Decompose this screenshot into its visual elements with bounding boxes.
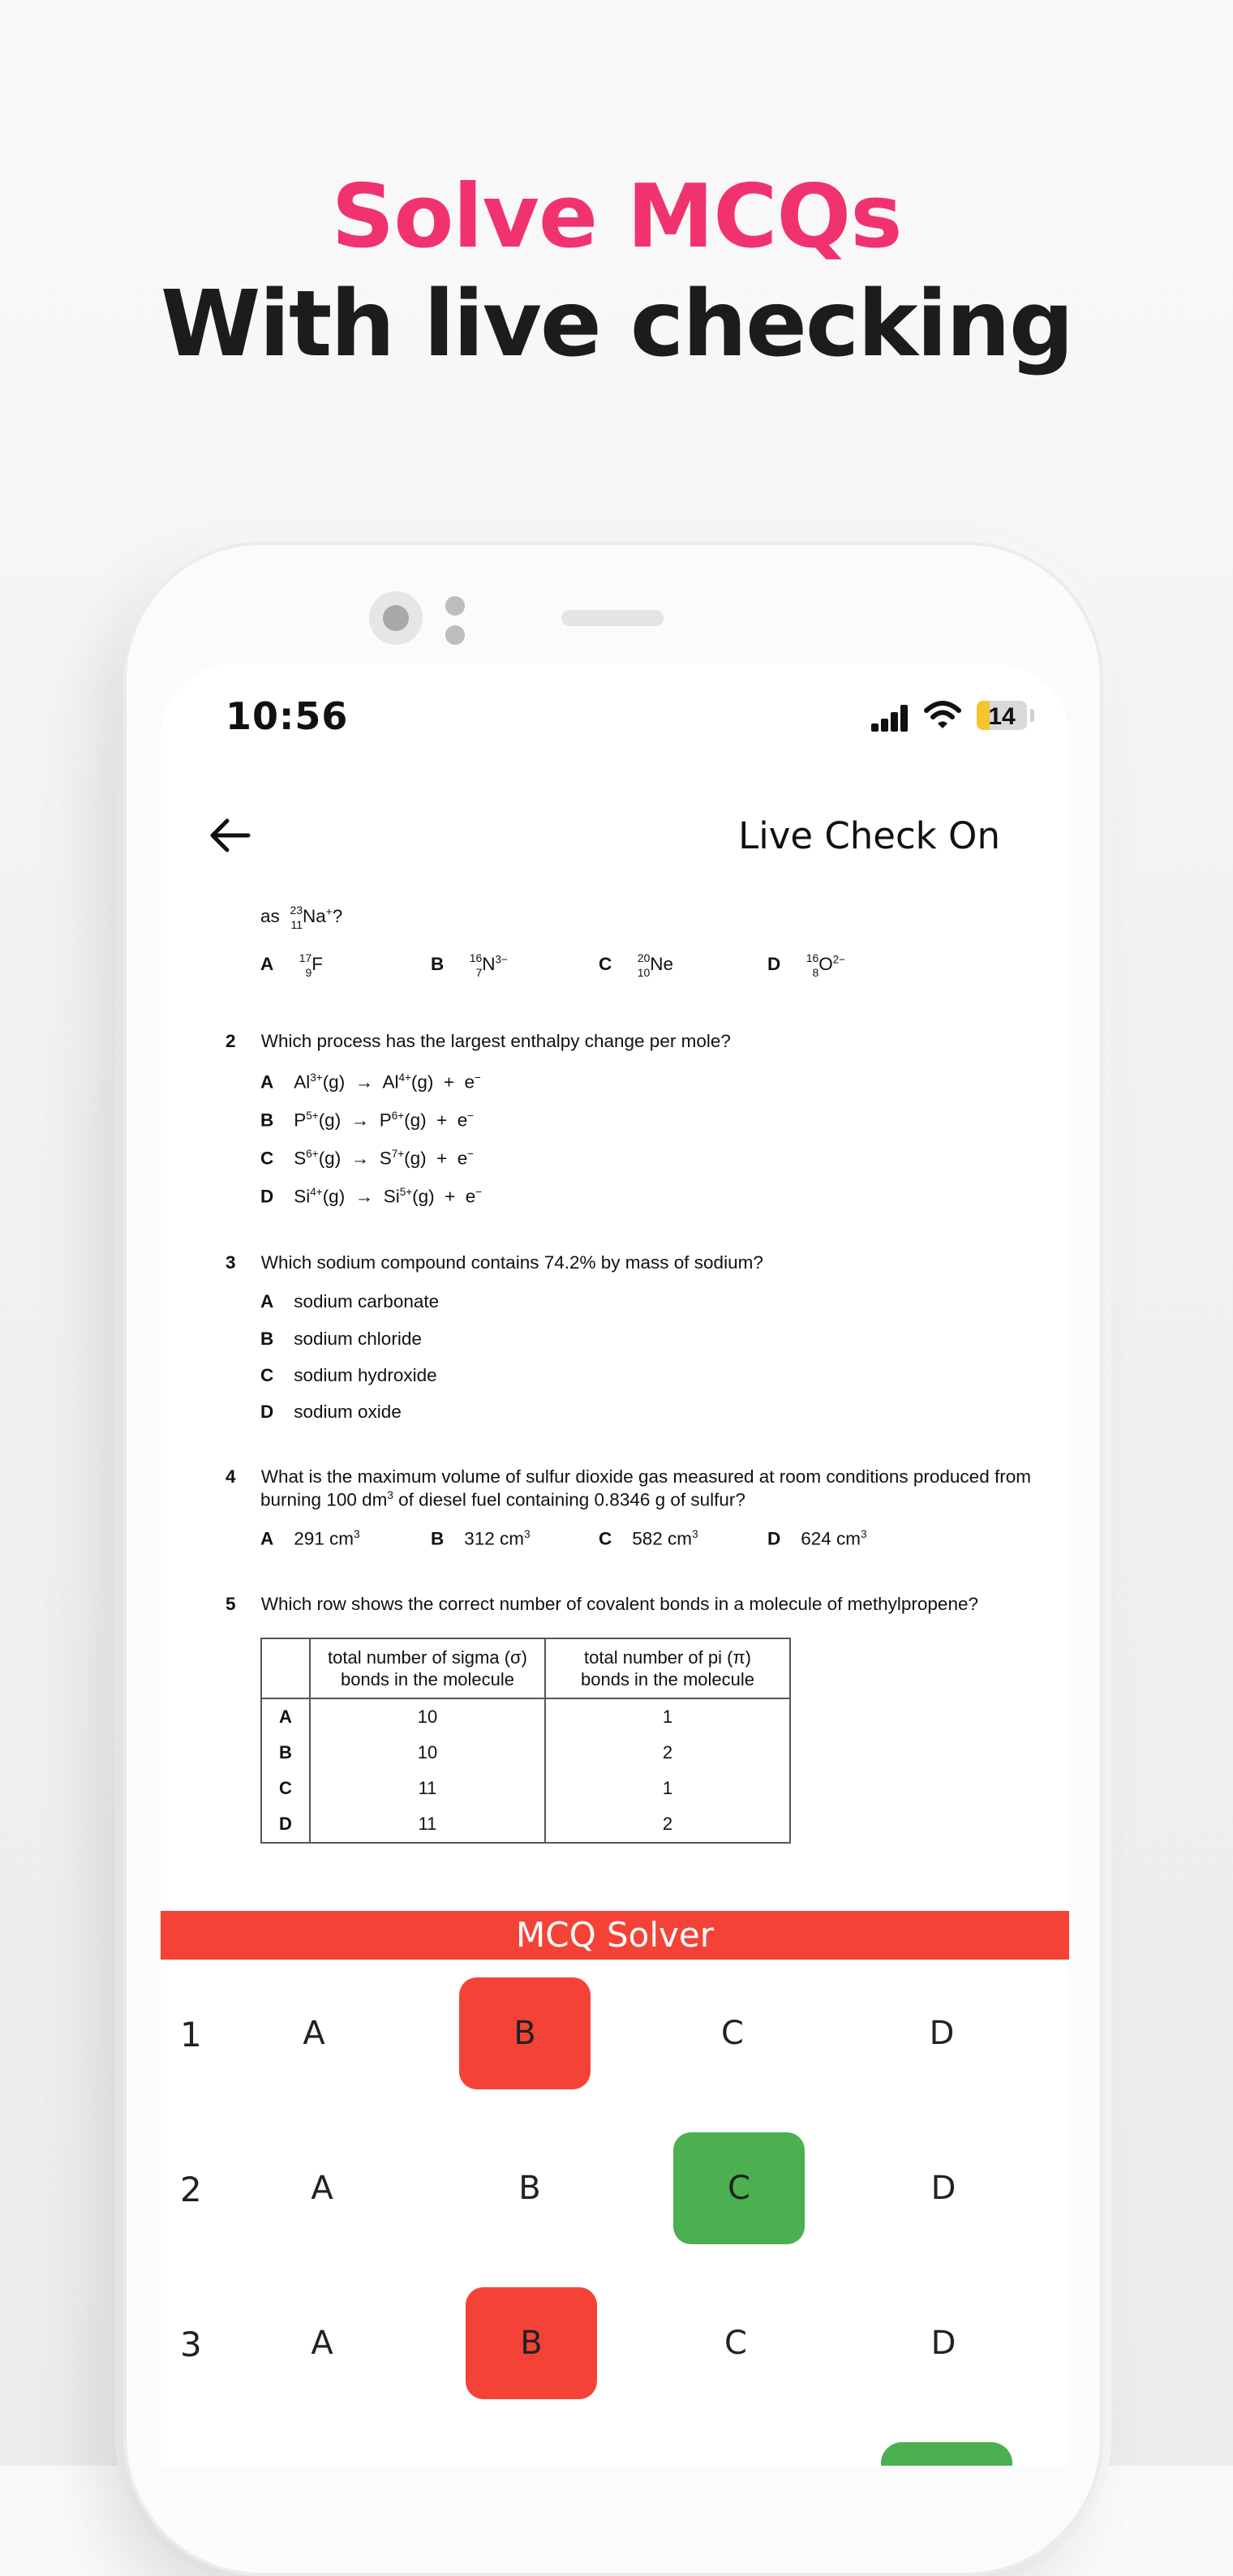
q1-option: B 16 7 $N^{3-}$ <box>431 951 508 979</box>
q1-option: A 17 9 F <box>260 951 324 979</box>
q1-option: D 16 8 $O^{2-}$ <box>767 951 846 979</box>
answer-option-a[interactable]: A <box>311 2325 333 2362</box>
q3-option: B sodium chloride <box>260 1329 422 1349</box>
battery-icon <box>977 701 1027 730</box>
headline-title: Solve MCQs <box>331 166 902 268</box>
q2-option: C $S^{6+}(g) \to S^{7+}(g) + e^-$ <box>260 1148 475 1169</box>
app-screen <box>161 663 1069 2466</box>
q3-option: C sodium hydroxide <box>260 1365 437 1385</box>
table-header-sigma: total number of sigma (σ) bonds in the molecule <box>310 1638 545 1698</box>
answer-option-partial[interactable] <box>881 2442 1012 2466</box>
sensor-dot <box>445 625 465 645</box>
solver-row-2 <box>161 2132 1069 2246</box>
q2-option: A $Al^{3+}(g) \to Al^{4+}(g) + e^-$ <box>260 1071 481 1093</box>
answer-option-a[interactable]: A <box>303 2015 325 2052</box>
q4-option: D 624 $cm^3$ <box>767 1528 867 1549</box>
bonds-table <box>260 1638 791 1844</box>
table-row: A 10 1 <box>261 1698 790 1735</box>
answer-option-d[interactable]: D <box>930 2325 956 2362</box>
status-time: 10:56 <box>226 694 349 738</box>
answer-option-d[interactable]: D <box>929 2015 955 2052</box>
earpiece-speaker <box>561 610 664 626</box>
question-number: 1 <box>180 2015 202 2054</box>
table-row: C 11 1 <box>261 1771 790 1806</box>
battery-level: 14 <box>988 703 1016 730</box>
question-number: 2 <box>180 2170 202 2209</box>
solver-row-1 <box>161 1977 1069 2091</box>
table-row: B 10 2 <box>261 1735 790 1771</box>
table-header-pi: total number of pi (π) bonds in the molecule <box>545 1638 790 1698</box>
solver-row-3 <box>161 2287 1069 2401</box>
q4-option: B 312 $cm^3$ <box>431 1528 531 1549</box>
answer-option-a[interactable]: A <box>311 2170 333 2207</box>
live-check-status[interactable]: Live Check On <box>738 814 1000 857</box>
q4-option: C 582 $cm^3$ <box>599 1528 698 1549</box>
q3-stem: 3 Which sodium compound contains 74.2% by mass of sodium? <box>226 1252 763 1273</box>
answer-option-b-selected[interactable]: B <box>459 1977 591 2089</box>
cellular-signal-icon <box>871 704 909 732</box>
sensor-dot <box>445 596 465 616</box>
table-row: D 11 2 <box>261 1806 790 1843</box>
q2-option: D $Si^{4+}(g) \to Si^{5+}(g) + e^-$ <box>260 1186 483 1207</box>
answer-option-d[interactable]: D <box>930 2170 956 2207</box>
q2-option: B $P^{5+}(g) \to P^{6+}(g) + e^-$ <box>260 1110 475 1131</box>
q2-stem: 2 Which process has the largest enthalpy change per mole? <box>226 1031 731 1051</box>
answer-option-b-selected[interactable]: B <box>466 2287 597 2399</box>
battery-cap <box>1030 709 1034 722</box>
answer-option-c-selected[interactable]: C <box>673 2132 805 2244</box>
answer-option-c[interactable]: C <box>721 2015 744 2052</box>
camera-icon <box>369 591 423 645</box>
question-number: 3 <box>180 2325 202 2364</box>
q4-option: A 291 $cm^3$ <box>260 1528 360 1549</box>
q4-stem-line2: burning 100 $dm^3$ of diesel fuel containing 0.8346 g of sulfur? <box>260 1489 745 1510</box>
wifi-icon <box>923 699 962 730</box>
q1-option: C 20 10 Ne <box>599 951 674 979</box>
q3-option: A sodium carbonate <box>260 1291 440 1312</box>
q4-stem: 4 What is the maximum volume of sulfur dioxide gas measured at room conditions produced from <box>226 1466 1031 1487</box>
mcq-solver-header: MCQ Solver <box>161 1911 1069 1960</box>
q3-option: D sodium oxide <box>260 1402 402 1422</box>
back-arrow-icon[interactable] <box>206 811 255 860</box>
headline-subtitle: With live checking <box>160 272 1073 377</box>
q5-stem: 5 Which row shows the correct number of covalent bonds in a molecule of methylpropene? <box>226 1594 978 1614</box>
answer-option-c[interactable]: C <box>724 2325 747 2362</box>
answer-option-b[interactable]: B <box>518 2170 541 2207</box>
q1-stem-tail: as 23 11 Na+? <box>260 904 343 931</box>
